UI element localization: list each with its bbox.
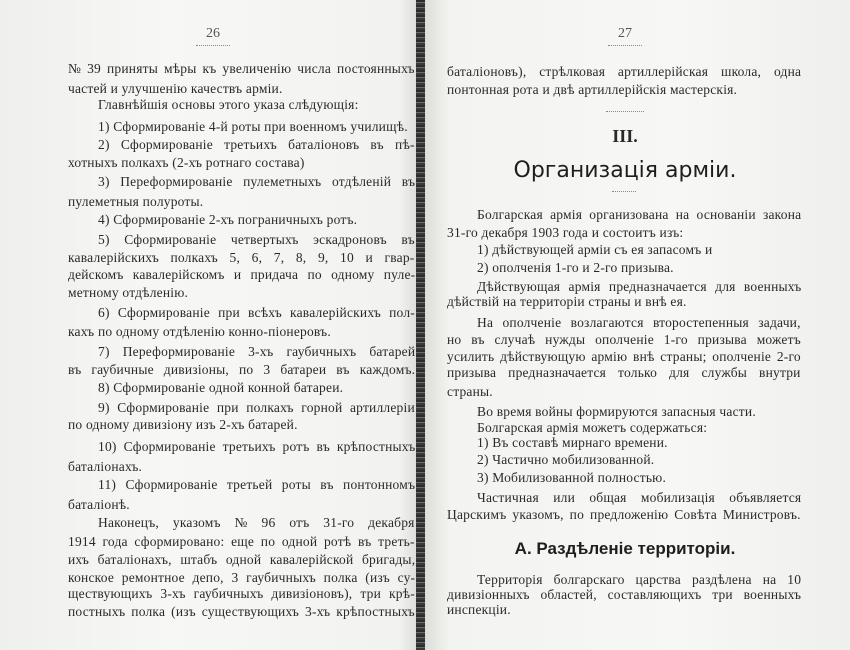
page-number-left: 26 bbox=[206, 26, 220, 41]
text-line: усилить дѣйствующую армію внѣ страны; ополченіе 2-го bbox=[447, 349, 801, 364]
text-line: 2) ополченія 1-го и 2-го призыва. bbox=[477, 260, 674, 275]
text-line: Во время войны формируются запасныя части. bbox=[477, 404, 756, 419]
text-line: въ гаубичные дивизіоны, по 3 батареи въ каждомъ. bbox=[68, 362, 416, 377]
text-line: 31-го декабря 1903 года и состоитъ изъ: bbox=[447, 225, 684, 240]
text-line: Болгарская армія организована на основаніи закона bbox=[477, 207, 802, 222]
page-number-right: 27 bbox=[618, 26, 632, 41]
text-line: ществующихъ 3-хъ гаубичныхъ дивизіоновъ), три крѣ- bbox=[68, 586, 415, 601]
text-line: Наконецъ, указомъ № 96 отъ 31-го декабря bbox=[98, 515, 415, 530]
text-line: кавалерійскихъ полкахъ 5, 6, 7, 8, 9, 10 и гвар- bbox=[68, 250, 415, 265]
text-line: конское ремонтное депо, 3 гаубичныхъ полка (изъ су- bbox=[68, 570, 416, 585]
text-line: баталіоновъ), стрѣлковая артиллерійская школа, одна bbox=[447, 64, 802, 79]
text-line: частей и улучшенію качествъ арміи. bbox=[68, 81, 283, 96]
text-line: страны. bbox=[447, 384, 493, 399]
divider bbox=[606, 111, 644, 112]
text-line: постныхъ полка (изъ существующихъ 3-хъ крѣпостныхъ bbox=[68, 604, 415, 619]
text-line: 7) Переформированіе 3-хъ гаубичныхъ батарей bbox=[98, 344, 416, 359]
text-line: призыва предназначается только для службы внутри bbox=[447, 365, 801, 380]
text-line: метному отдѣленію. bbox=[68, 285, 189, 300]
text-line: Болгарская армія можетъ содержаться: bbox=[477, 420, 708, 435]
text-line: 2) Частично мобилизованной. bbox=[477, 452, 655, 467]
text-line: инспекціи. bbox=[447, 602, 511, 617]
text-line: дѣйствій на территоріи страны и внѣ ея. bbox=[447, 294, 687, 309]
text-line: но въ случаѣ нужды ополченіе 1-го призыва можетъ bbox=[447, 332, 801, 347]
text-line: 3) Мобилизованной полностью. bbox=[477, 470, 667, 485]
subsection-title: А. Раздѣленіе территоріи. bbox=[514, 539, 736, 558]
text-line: дивизіонныхъ областей, составляющихъ три военныхъ bbox=[447, 587, 802, 602]
text-line: кахъ по одному отдѣленію конно-піонеровъ. bbox=[68, 324, 331, 339]
text-line: 6) Сформированіе при всѣхъ кавалерійскихъ пол- bbox=[98, 305, 415, 320]
text-line: 1) дѣйствующей арміи съ ея запасомъ и bbox=[477, 242, 713, 257]
text-line: 1) Сформированіе 4-й роты при военномъ училищѣ. bbox=[98, 119, 408, 134]
text-line: 10) Сформированіе третьихъ ротъ въ крѣпостныхъ bbox=[98, 439, 416, 454]
text-line: Дѣйствующая армія предназначается для военныхъ bbox=[477, 279, 802, 294]
section-number: III. bbox=[612, 126, 638, 146]
text-line: Главнѣйшія основы этого указа слѣдующія: bbox=[98, 97, 359, 112]
text-line: 2) Сформированіе третьихъ баталіоновъ въ пѣ- bbox=[98, 137, 415, 152]
text-line: хотныхъ полкахъ (2-хъ ротнаго состава) bbox=[68, 155, 305, 170]
divider bbox=[196, 45, 230, 46]
text-line: На ополченіе возлагаются второстепенныя задачи, bbox=[477, 315, 801, 330]
text-line: ихъ баталіонахъ, штабъ одной кавалерійской бригады, bbox=[68, 552, 416, 567]
divider bbox=[612, 191, 636, 192]
text-line: 3) Переформированіе пулеметныхъ отдѣленій въ bbox=[98, 174, 416, 189]
text-line: по одному дивизіону изъ 2-хъ батарей. bbox=[68, 417, 298, 432]
text-line: № 39 приняты мѣры къ увеличенію числа постоянныхъ bbox=[68, 61, 415, 76]
text-line: 11) Сформированіе третьей роты въ понтонномъ bbox=[98, 477, 416, 492]
text-line: баталіонѣ. bbox=[68, 497, 130, 512]
text-line: 1) Въ составѣ мирнаго времени. bbox=[477, 435, 668, 450]
text-line: 4) Сформированіе 2-хъ пограничныхъ ротъ. bbox=[98, 212, 358, 227]
text-line: Территорія болгарскаго царства раздѣлена на 10 bbox=[477, 572, 802, 587]
text-line: баталіонахъ. bbox=[68, 459, 143, 474]
text-line: 1914 года сформировано: еще по одной ротѣ въ треть- bbox=[68, 534, 415, 549]
text-line: дейскомъ кавалерійскомъ и придача по одному пуле- bbox=[68, 267, 416, 282]
text-line: пулеметныя полуроты. bbox=[68, 194, 204, 209]
section-title: Организація арміи. bbox=[513, 158, 737, 183]
text-line: 9) Сформированіе при полкахъ горной артиллеріи bbox=[98, 400, 415, 415]
text-line: понтонная рота и двѣ артиллерійскія мастерскія. bbox=[447, 82, 738, 97]
text-line: 8) Сформированіе одной конной батареи. bbox=[98, 380, 344, 395]
text-line: Частичная или общая мобилизація объявляется bbox=[477, 490, 802, 505]
text-line: 5) Сформированіе четвертыхъ эскадроновъ въ bbox=[98, 232, 415, 247]
divider bbox=[608, 45, 642, 46]
text-line: Царскимъ указомъ, по предложенію Совѣта Министровъ. bbox=[447, 507, 801, 522]
